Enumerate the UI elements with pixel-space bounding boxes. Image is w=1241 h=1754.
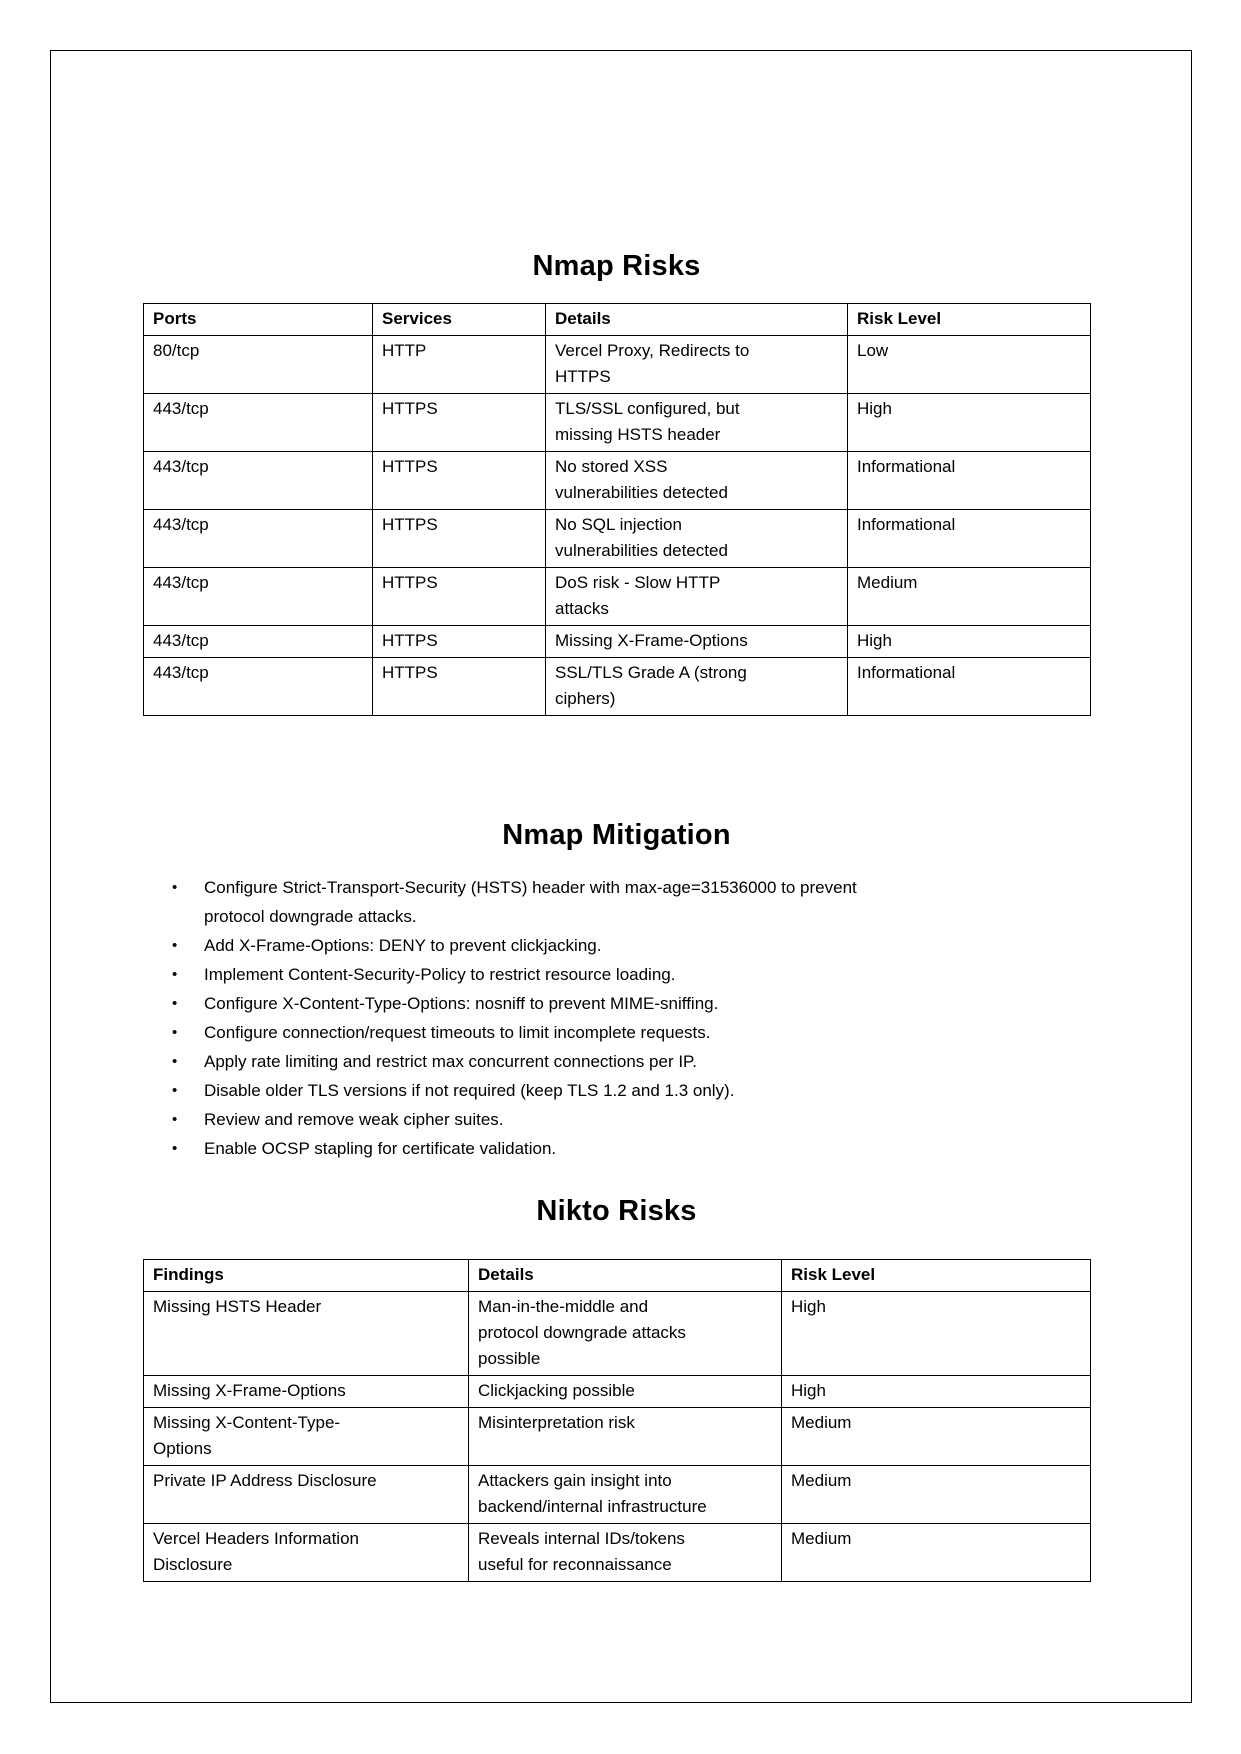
table-row	[144, 658, 1091, 716]
page-border	[50, 50, 1192, 1703]
risk-level-cell: Medium	[848, 568, 1091, 626]
service-cell: HTTPS	[373, 394, 546, 452]
document-content	[143, 51, 1090, 1582]
details-cell: Misinterpretation risk	[469, 1408, 782, 1466]
risk-level-cell: High	[782, 1292, 1091, 1376]
table-header-row	[144, 304, 1091, 336]
finding-cell: Missing X-Frame-Options	[144, 1376, 469, 1408]
finding-cell: Vercel Headers Information Disclosure	[144, 1524, 469, 1582]
nmap-mitigation-title: Nmap Mitigation	[502, 819, 731, 851]
bullet-icon: •	[172, 995, 178, 1012]
table-row	[144, 1466, 1091, 1524]
bullet-icon: •	[172, 1111, 178, 1128]
risk-level-cell: High	[848, 394, 1091, 452]
column-header-services: Services	[373, 304, 546, 336]
details-cell: No SQL injection vulnerabilities detected	[546, 510, 848, 568]
risk-level-cell: Medium	[782, 1466, 1091, 1524]
nmap-risks-title: Nmap Risks	[532, 250, 701, 282]
risk-level-cell: High	[782, 1376, 1091, 1408]
bullet-icon: •	[172, 966, 178, 983]
list-item: • Review and remove weak cipher suites.	[143, 1105, 1090, 1134]
finding-cell: Missing HSTS Header	[144, 1292, 469, 1376]
column-header-details: Details	[546, 304, 848, 336]
bullet-icon: •	[172, 879, 178, 896]
details-cell: DoS risk - Slow HTTP attacks	[546, 568, 848, 626]
details-cell: Missing X-Frame-Options	[546, 626, 848, 658]
details-cell: Vercel Proxy, Redirects to HTTPS	[546, 336, 848, 394]
nikto-risks-table	[143, 1259, 1091, 1582]
table-row	[144, 1408, 1091, 1466]
risk-level-cell: Informational	[848, 510, 1091, 568]
table-row	[144, 394, 1091, 452]
risk-level-cell: Informational	[848, 658, 1091, 716]
details-cell: Reveals internal IDs/tokens useful for reconnaissance	[469, 1524, 782, 1582]
bullet-icon: •	[172, 1024, 178, 1041]
details-cell: Man-in-the-middle and protocol downgrade attacks possible	[469, 1292, 782, 1376]
table-row	[144, 626, 1091, 658]
table-row	[144, 510, 1091, 568]
finding-cell: Missing X-Content-Type-Options	[144, 1408, 469, 1466]
service-cell: HTTPS	[373, 452, 546, 510]
column-header-ports: Ports	[144, 304, 373, 336]
table-row	[144, 336, 1091, 394]
details-cell: No stored XSS vulnerabilities detected	[546, 452, 848, 510]
list-item: • Apply rate limiting and restrict max concurrent connections per IP.	[143, 1047, 1090, 1076]
details-cell: Clickjacking possible	[469, 1376, 782, 1408]
list-item: • Configure X-Content-Type-Options: nosniff to prevent MIME-sniffing.	[143, 989, 1090, 1018]
column-header-risk-level: Risk Level	[782, 1260, 1091, 1292]
list-item: • Add X-Frame-Options: DENY to prevent clickjacking.	[143, 931, 1090, 960]
nmap-risks-table	[143, 303, 1091, 716]
service-cell: HTTP	[373, 336, 546, 394]
list-item: • Configure connection/request timeouts to limit incomplete requests.	[143, 1018, 1090, 1047]
risk-level-cell: Medium	[782, 1408, 1091, 1466]
table-row	[144, 1292, 1091, 1376]
list-item: • Configure Strict-Transport-Security (HSTS) header with max-age=31536000 to prevent protocol downgrade attacks.	[143, 873, 1090, 931]
column-header-details: Details	[469, 1260, 782, 1292]
service-cell: HTTPS	[373, 658, 546, 716]
list-item: • Implement Content-Security-Policy to restrict resource loading.	[143, 960, 1090, 989]
list-item: • Enable OCSP stapling for certificate validation.	[143, 1134, 1090, 1163]
service-cell: HTTPS	[373, 568, 546, 626]
risk-level-cell: Medium	[782, 1524, 1091, 1582]
port-cell: 443/tcp	[144, 394, 373, 452]
table-row	[144, 1376, 1091, 1408]
bullet-icon: •	[172, 1140, 178, 1157]
bullet-icon: •	[172, 1053, 178, 1070]
finding-cell: Private IP Address Disclosure	[144, 1466, 469, 1524]
port-cell: 443/tcp	[144, 626, 373, 658]
nikto-risks-title: Nikto Risks	[536, 1195, 697, 1227]
port-cell: 443/tcp	[144, 452, 373, 510]
details-cell: TLS/SSL configured, but missing HSTS header	[546, 394, 848, 452]
port-cell: 443/tcp	[144, 568, 373, 626]
bullet-icon: •	[172, 937, 178, 954]
port-cell: 80/tcp	[144, 336, 373, 394]
service-cell: HTTPS	[373, 510, 546, 568]
bullet-icon: •	[172, 1082, 178, 1099]
list-item: • Disable older TLS versions if not required (keep TLS 1.2 and 1.3 only).	[143, 1076, 1090, 1105]
port-cell: 443/tcp	[144, 658, 373, 716]
mitigation-bullet-list	[143, 873, 1090, 1163]
service-cell: HTTPS	[373, 626, 546, 658]
table-row	[144, 1524, 1091, 1582]
risk-level-cell: Low	[848, 336, 1091, 394]
risk-level-cell: High	[848, 626, 1091, 658]
details-cell: SSL/TLS Grade A (strong ciphers)	[546, 658, 848, 716]
details-cell: Attackers gain insight into backend/internal infrastructure	[469, 1466, 782, 1524]
table-row	[144, 452, 1091, 510]
column-header-risk-level: Risk Level	[848, 304, 1091, 336]
table-row	[144, 568, 1091, 626]
table-header-row	[144, 1260, 1091, 1292]
port-cell: 443/tcp	[144, 510, 373, 568]
risk-level-cell: Informational	[848, 452, 1091, 510]
column-header-findings: Findings	[144, 1260, 469, 1292]
